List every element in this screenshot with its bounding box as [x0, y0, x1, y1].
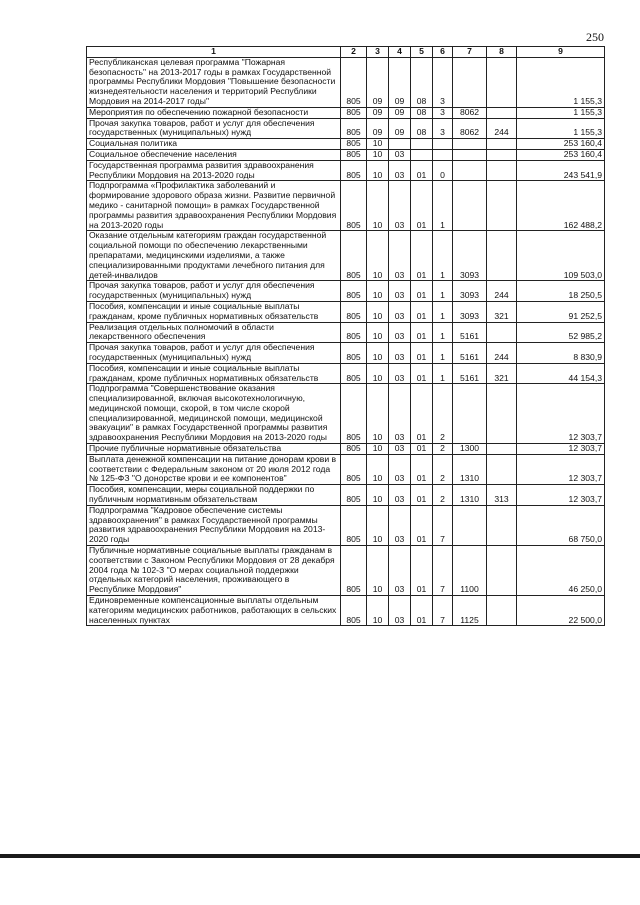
subsection-cell: 03 — [389, 181, 411, 231]
admin-code-cell: 805 — [341, 454, 367, 484]
table-row — [87, 160, 605, 181]
expense-type-cell — [487, 322, 517, 343]
section-cell: 10 — [367, 181, 389, 231]
article-cell — [453, 384, 487, 444]
subprogram-cell: 0 — [433, 160, 453, 181]
amount-cell: 18 250,5 — [517, 281, 605, 302]
admin-code-cell: 805 — [341, 231, 367, 281]
program-cell: 01 — [411, 281, 433, 302]
amount-cell: 12 303,7 — [517, 454, 605, 484]
row-name-cell: Пособия, компенсации и иные социальные выплаты гражданам, кроме публичных нормативных обязательств — [87, 301, 341, 322]
program-cell: 01 — [411, 343, 433, 364]
column-number-row — [87, 47, 605, 58]
expense-type-cell — [487, 505, 517, 545]
admin-code-cell: 805 — [341, 485, 367, 506]
section-cell: 10 — [367, 231, 389, 281]
bottom-rule — [0, 854, 640, 858]
amount-cell: 12 303,7 — [517, 384, 605, 444]
column-header: 1 — [87, 47, 341, 58]
program-cell: 08 — [411, 57, 433, 107]
section-cell: 10 — [367, 160, 389, 181]
article-cell: 8062 — [453, 107, 487, 118]
row-name-cell: Пособия, компенсации, меры социальной поддержки по публичным нормативным обязательствам — [87, 485, 341, 506]
article-cell: 1300 — [453, 444, 487, 455]
article-cell — [453, 160, 487, 181]
table-row — [87, 231, 605, 281]
article-cell: 5161 — [453, 363, 487, 384]
expense-type-cell — [487, 546, 517, 596]
subsection-cell: 03 — [389, 281, 411, 302]
table-body — [87, 57, 605, 626]
subprogram-cell: 2 — [433, 485, 453, 506]
section-cell: 10 — [367, 546, 389, 596]
expense-type-cell — [487, 181, 517, 231]
subprogram-cell: 3 — [433, 57, 453, 107]
expense-type-cell: 244 — [487, 343, 517, 364]
amount-cell: 1 155,3 — [517, 57, 605, 107]
admin-code-cell: 805 — [341, 343, 367, 364]
row-name-cell: Подпрограмма «Профилактика заболеваний и формирование здорового образа жизни. Развитие первичной медико - санитарной помощи» в рамках Государственной программы развития здравоохранения Республики Мордовия на 2013-2020 годы — [87, 181, 341, 231]
row-name-cell: Публичные нормативные социальные выплаты гражданам в соответствии с Законом Республики Мордовия от 28 декабря 2004 года № 102-З "О мерах социальной поддержки отдельных категорий населения, проживающего в Республике Мордовия" — [87, 546, 341, 596]
article-cell: 3093 — [453, 301, 487, 322]
subprogram-cell: 1 — [433, 322, 453, 343]
subprogram-cell: 2 — [433, 444, 453, 455]
admin-code-cell: 805 — [341, 139, 367, 150]
table-row — [87, 546, 605, 596]
article-cell: 3093 — [453, 231, 487, 281]
article-cell — [453, 181, 487, 231]
admin-code-cell: 805 — [341, 363, 367, 384]
expense-type-cell: 244 — [487, 118, 517, 139]
table-row — [87, 149, 605, 160]
amount-cell: 68 750,0 — [517, 505, 605, 545]
subsection-cell: 03 — [389, 505, 411, 545]
expense-type-cell — [487, 160, 517, 181]
subsection-cell: 03 — [389, 149, 411, 160]
row-name-cell: Прочая закупка товаров, работ и услуг для обеспечения государственных (муниципальных) нужд — [87, 118, 341, 139]
row-name-cell: Единовременные компенсационные выплаты отдельным категориям медицинских работников, работающих в сельских населенных пунктах — [87, 596, 341, 626]
table-row — [87, 118, 605, 139]
amount-cell: 253 160,4 — [517, 149, 605, 160]
expense-type-cell: 313 — [487, 485, 517, 506]
section-cell: 09 — [367, 118, 389, 139]
subsection-cell: 09 — [389, 107, 411, 118]
table-row — [87, 505, 605, 545]
row-name-cell: Оказание отдельным категориям граждан государственной социальной помощи по обеспечению лекарственными препаратами, медицинскими изделиями, а также специализированными продуктами лечебного питания для детей-инвалидов — [87, 231, 341, 281]
column-header: 7 — [453, 47, 487, 58]
subsection-cell — [389, 139, 411, 150]
column-header: 5 — [411, 47, 433, 58]
subprogram-cell: 3 — [433, 118, 453, 139]
expense-type-cell — [487, 57, 517, 107]
row-name-cell: Пособия, компенсации и иные социальные выплаты гражданам, кроме публичных нормативных обязательств — [87, 363, 341, 384]
article-cell — [453, 57, 487, 107]
article-cell: 8062 — [453, 118, 487, 139]
expense-type-cell — [487, 139, 517, 150]
program-cell: 01 — [411, 454, 433, 484]
admin-code-cell: 805 — [341, 160, 367, 181]
subprogram-cell: 1 — [433, 343, 453, 364]
expense-type-cell — [487, 444, 517, 455]
article-cell: 5161 — [453, 322, 487, 343]
subprogram-cell: 1 — [433, 363, 453, 384]
article-cell: 1125 — [453, 596, 487, 626]
amount-cell: 1 155,3 — [517, 107, 605, 118]
article-cell: 5161 — [453, 343, 487, 364]
subprogram-cell: 7 — [433, 546, 453, 596]
table-row — [87, 181, 605, 231]
table-row — [87, 485, 605, 506]
amount-cell: 162 488,2 — [517, 181, 605, 231]
table-row — [87, 454, 605, 484]
program-cell — [411, 139, 433, 150]
admin-code-cell: 805 — [341, 149, 367, 160]
program-cell: 01 — [411, 231, 433, 281]
row-name-cell: Республиканская целевая программа "Пожарная безопасность" на 2013-2017 годы в рамках Государственной программы Республики Мордовия "Повышение безопасности жизнедеятельности населения и территорий Республики Мордовия на 2014-2017 годы" — [87, 57, 341, 107]
amount-cell: 44 154,3 — [517, 363, 605, 384]
admin-code-cell: 805 — [341, 107, 367, 118]
column-header: 3 — [367, 47, 389, 58]
column-header: 2 — [341, 47, 367, 58]
expense-type-cell — [487, 454, 517, 484]
program-cell: 01 — [411, 160, 433, 181]
section-cell: 10 — [367, 454, 389, 484]
program-cell: 08 — [411, 107, 433, 118]
section-cell: 10 — [367, 596, 389, 626]
section-cell: 10 — [367, 485, 389, 506]
column-header: 4 — [389, 47, 411, 58]
section-cell: 10 — [367, 301, 389, 322]
admin-code-cell: 805 — [341, 281, 367, 302]
subprogram-cell: 1 — [433, 231, 453, 281]
amount-cell: 253 160,4 — [517, 139, 605, 150]
subsection-cell: 03 — [389, 363, 411, 384]
admin-code-cell: 805 — [341, 301, 367, 322]
subsection-cell: 03 — [389, 231, 411, 281]
program-cell: 01 — [411, 444, 433, 455]
article-cell — [453, 149, 487, 160]
subsection-cell: 03 — [389, 322, 411, 343]
article-cell — [453, 505, 487, 545]
row-name-cell: Социальное обеспечение населения — [87, 149, 341, 160]
subprogram-cell: 7 — [433, 505, 453, 545]
column-header: 8 — [487, 47, 517, 58]
admin-code-cell: 805 — [341, 384, 367, 444]
row-name-cell: Подпрограмма "Кадровое обеспечение системы здравоохранения" в рамках Государственной программы развития здравоохранения Республики Мордовия на 2013-2020 годы — [87, 505, 341, 545]
program-cell — [411, 149, 433, 160]
amount-cell: 243 541,9 — [517, 160, 605, 181]
expense-type-cell — [487, 596, 517, 626]
subsection-cell: 09 — [389, 57, 411, 107]
subsection-cell: 03 — [389, 485, 411, 506]
expense-type-cell — [487, 107, 517, 118]
amount-cell: 109 503,0 — [517, 231, 605, 281]
section-cell: 10 — [367, 139, 389, 150]
table-row — [87, 596, 605, 626]
section-cell: 10 — [367, 322, 389, 343]
column-header: 9 — [517, 47, 605, 58]
expense-type-cell: 321 — [487, 301, 517, 322]
row-name-cell: Мероприятия по обеспечению пожарной безопасности — [87, 107, 341, 118]
subprogram-cell: 3 — [433, 107, 453, 118]
subsection-cell: 03 — [389, 301, 411, 322]
article-cell: 1310 — [453, 485, 487, 506]
row-name-cell: Прочие публичные нормативные обязательства — [87, 444, 341, 455]
amount-cell: 12 303,7 — [517, 444, 605, 455]
section-cell: 10 — [367, 363, 389, 384]
subprogram-cell: 1 — [433, 281, 453, 302]
row-name-cell: Социальная политика — [87, 139, 341, 150]
admin-code-cell: 805 — [341, 444, 367, 455]
section-cell: 10 — [367, 149, 389, 160]
expense-type-cell: 321 — [487, 363, 517, 384]
table-row — [87, 107, 605, 118]
admin-code-cell: 805 — [341, 505, 367, 545]
admin-code-cell: 805 — [341, 181, 367, 231]
subsection-cell: 09 — [389, 118, 411, 139]
amount-cell: 1 155,3 — [517, 118, 605, 139]
row-name-cell: Прочая закупка товаров, работ и услуг для обеспечения государственных (муниципальных) нужд — [87, 343, 341, 364]
page-number: 250 — [586, 30, 604, 44]
amount-cell: 91 252,5 — [517, 301, 605, 322]
expense-type-cell: 244 — [487, 281, 517, 302]
row-name-cell: Подпрограмма "Совершенствование оказания специализированной, включая высокотехнологичную, медицинской помощи, скорой, в том числе скорой специализированной, медицинской помощи, медицинской эвакуации" в рамках Государственной программы развития здравоохранения Республики Мордовия на 2013-2020 годы — [87, 384, 341, 444]
table-row — [87, 57, 605, 107]
row-name-cell: Государственная программа развития здравоохранения Республики Мордовия на 2013-2020 годы — [87, 160, 341, 181]
admin-code-cell: 805 — [341, 596, 367, 626]
admin-code-cell: 805 — [341, 546, 367, 596]
amount-cell: 22 500,0 — [517, 596, 605, 626]
subprogram-cell — [433, 139, 453, 150]
section-cell: 10 — [367, 384, 389, 444]
table-row — [87, 343, 605, 364]
section-cell: 10 — [367, 343, 389, 364]
article-cell: 1310 — [453, 454, 487, 484]
amount-cell: 12 303,7 — [517, 485, 605, 506]
subsection-cell: 03 — [389, 596, 411, 626]
program-cell: 01 — [411, 384, 433, 444]
table-row — [87, 444, 605, 455]
program-cell: 01 — [411, 596, 433, 626]
table-row — [87, 281, 605, 302]
admin-code-cell: 805 — [341, 322, 367, 343]
program-cell: 01 — [411, 505, 433, 545]
table-row — [87, 322, 605, 343]
section-cell: 09 — [367, 107, 389, 118]
section-cell: 10 — [367, 444, 389, 455]
program-cell: 01 — [411, 546, 433, 596]
table-row — [87, 301, 605, 322]
article-cell: 3093 — [453, 281, 487, 302]
subsection-cell: 03 — [389, 343, 411, 364]
subprogram-cell: 2 — [433, 454, 453, 484]
table-row — [87, 384, 605, 444]
table-row — [87, 363, 605, 384]
table-row — [87, 139, 605, 150]
row-name-cell: Реализация отдельных полномочий в области лекарственного обеспечения — [87, 322, 341, 343]
program-cell: 01 — [411, 485, 433, 506]
section-cell: 10 — [367, 281, 389, 302]
subsection-cell: 03 — [389, 444, 411, 455]
subsection-cell: 03 — [389, 384, 411, 444]
program-cell: 01 — [411, 363, 433, 384]
subsection-cell: 03 — [389, 160, 411, 181]
subprogram-cell: 1 — [433, 181, 453, 231]
amount-cell: 46 250,0 — [517, 546, 605, 596]
column-header: 6 — [433, 47, 453, 58]
row-name-cell: Прочая закупка товаров, работ и услуг для обеспечения государственных (муниципальных) нужд — [87, 281, 341, 302]
section-cell: 09 — [367, 57, 389, 107]
program-cell: 01 — [411, 301, 433, 322]
amount-cell: 8 830,9 — [517, 343, 605, 364]
admin-code-cell: 805 — [341, 57, 367, 107]
subprogram-cell: 2 — [433, 384, 453, 444]
subprogram-cell — [433, 149, 453, 160]
subsection-cell: 03 — [389, 454, 411, 484]
amount-cell: 52 985,2 — [517, 322, 605, 343]
subprogram-cell: 7 — [433, 596, 453, 626]
section-cell: 10 — [367, 505, 389, 545]
expense-type-cell — [487, 384, 517, 444]
program-cell: 01 — [411, 322, 433, 343]
admin-code-cell: 805 — [341, 118, 367, 139]
budget-table — [86, 46, 605, 626]
subprogram-cell: 1 — [433, 301, 453, 322]
row-name-cell: Выплата денежной компенсации на питание донорам крови в соответствии с Федеральным законом от 20 июля 2012 года № 125-ФЗ "О донорстве крови и ее компонентов" — [87, 454, 341, 484]
expense-type-cell — [487, 231, 517, 281]
expense-type-cell — [487, 149, 517, 160]
subsection-cell: 03 — [389, 546, 411, 596]
article-cell — [453, 139, 487, 150]
program-cell: 08 — [411, 118, 433, 139]
program-cell: 01 — [411, 181, 433, 231]
article-cell: 1100 — [453, 546, 487, 596]
